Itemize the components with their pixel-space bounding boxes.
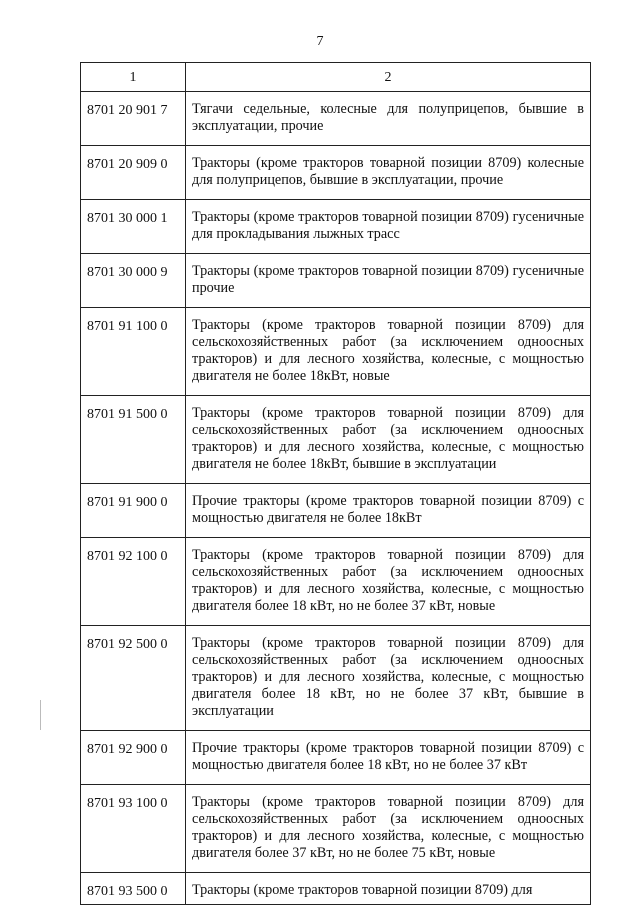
row-description: Тракторы (кроме тракторов товарной позиции 8709) гусеничные для прокладывания лыжных трасс xyxy=(186,200,591,254)
table-row xyxy=(81,146,591,200)
row-description: Тракторы (кроме тракторов товарной позиции 8709) для xyxy=(186,873,591,905)
row-code: 8701 92 100 0 xyxy=(81,538,186,626)
table-row xyxy=(81,200,591,254)
row-code: 8701 20 901 7 xyxy=(81,92,186,146)
table-row xyxy=(81,785,591,873)
tariff-code-table xyxy=(80,62,591,905)
table-row xyxy=(81,308,591,396)
row-description: Тракторы (кроме тракторов товарной позиции 8709) гусеничные прочие xyxy=(186,254,591,308)
row-code: 8701 91 900 0 xyxy=(81,484,186,538)
row-code: 8701 93 500 0 xyxy=(81,873,186,905)
scan-mark xyxy=(40,700,41,730)
header-row xyxy=(81,63,591,92)
column-header-1: 1 xyxy=(81,63,186,92)
row-code: 8701 91 500 0 xyxy=(81,396,186,484)
row-description: Тракторы (кроме тракторов товарной позиции 8709) для сельскохозяйственных работ (за исключением одноосных тракторов) и для лесного хозяйства, колесные, с мощностью двигателя более 18 кВт, но не более 37 кВт, новые xyxy=(186,538,591,626)
row-code: 8701 92 500 0 xyxy=(81,626,186,731)
table-row xyxy=(81,254,591,308)
row-code: 8701 20 909 0 xyxy=(81,146,186,200)
row-code: 8701 30 000 9 xyxy=(81,254,186,308)
table-row xyxy=(81,396,591,484)
row-description: Тракторы (кроме тракторов товарной позиции 8709) для сельскохозяйственных работ (за исключением одноосных тракторов) и для лесного хозяйства, колесные, с мощностью двигателя не более 18кВт, бывшие в эксплуатации xyxy=(186,396,591,484)
table-row xyxy=(81,538,591,626)
page-number: 7 xyxy=(316,34,324,49)
table-row xyxy=(81,873,591,905)
table-row xyxy=(81,731,591,785)
row-description: Тракторы (кроме тракторов товарной позиции 8709) для сельскохозяйственных работ (за исключением одноосных тракторов) и для лесного хозяйства, колесные, с мощностью двигателя более 18 кВт, но не более 37 кВт, бывшие в эксплуатации xyxy=(186,626,591,731)
row-description: Тракторы (кроме тракторов товарной позиции 8709) для сельскохозяйственных работ (за исключением одноосных тракторов) и для лесного хозяйства, колесные, с мощностью двигателя не более 18кВт, новые xyxy=(186,308,591,396)
column-header-2: 2 xyxy=(186,63,591,92)
table-row xyxy=(81,626,591,731)
row-description: Тракторы (кроме тракторов товарной позиции 8709) для сельскохозяйственных работ (за исключением одноосных тракторов) и для лесного хозяйства, колесные, с мощностью двигателя более 37 кВт, но не более 75 кВт, новые xyxy=(186,785,591,873)
row-description: Тягачи седельные, колесные для полуприцепов, бывшие в эксплуатации, прочие xyxy=(186,92,591,146)
row-description: Тракторы (кроме тракторов товарной позиции 8709) колесные для полуприцепов, бывшие в эксплуатации, прочие xyxy=(186,146,591,200)
row-code: 8701 30 000 1 xyxy=(81,200,186,254)
row-code: 8701 93 100 0 xyxy=(81,785,186,873)
row-code: 8701 91 100 0 xyxy=(81,308,186,396)
row-code: 8701 92 900 0 xyxy=(81,731,186,785)
row-description: Прочие тракторы (кроме тракторов товарной позиции 8709) с мощностью двигателя не более 18кВт xyxy=(186,484,591,538)
row-description: Прочие тракторы (кроме тракторов товарной позиции 8709) с мощностью двигателя более 18 кВт, но не более 37 кВт xyxy=(186,731,591,785)
table-row xyxy=(81,92,591,146)
table-row xyxy=(81,484,591,538)
